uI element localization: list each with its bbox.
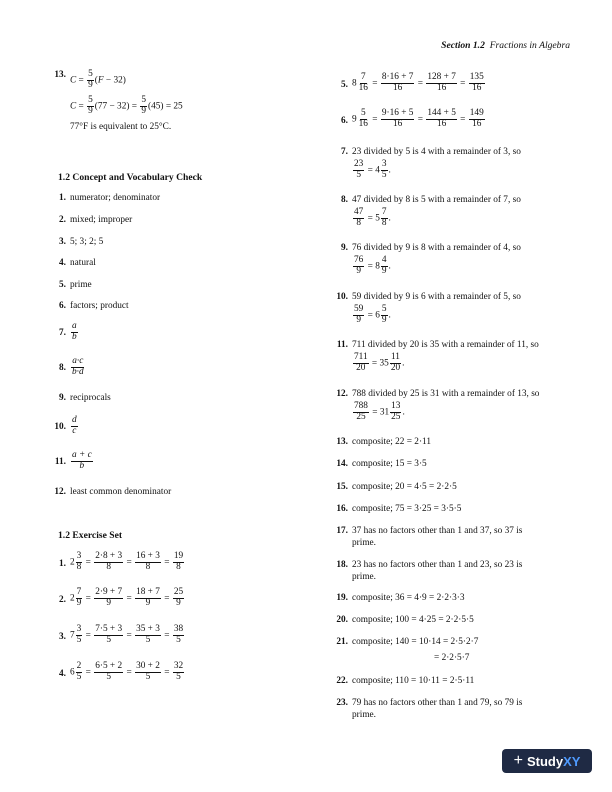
item-number: 18. [336, 560, 348, 570]
item-text: least common denominator [70, 487, 172, 497]
item-equation: $\frac{23}{5}$ = 4 $\frac{3}{5}$ . [354, 159, 391, 180]
item-text-continued: prime. [352, 538, 377, 548]
item-equation: $\frac{59}{9}$ = 6 $\frac{5}{9}$ . [354, 304, 391, 325]
item-equation: 8 $\frac{7}{16}$ = $\frac{8\cdot 16 + 7}{16}$ = $\frac{128 + 7}{16}$ = $\frac{135}{16}$ [352, 72, 484, 93]
item-number: 9. [59, 393, 66, 403]
item-text: 23 divided by 5 is 4 with a remainder of 3, so [352, 147, 521, 157]
item-text: 5; 3; 2; 5 [70, 237, 104, 247]
item-equation: 7 $\frac{3}{5}$ = $\frac{7\cdot 5 + 3}{5}$ = $\frac{35 + 3}{5}$ = $\frac{38}{5}$ [70, 624, 184, 645]
item-text: composite; 75 = 3·25 = 3·5·5 [352, 504, 462, 514]
item-number: 5. [59, 280, 66, 290]
exercise-set-heading: 1.2 Exercise Set [58, 530, 123, 541]
item-text-continued: prime. [352, 710, 377, 720]
item-number: 5. [341, 80, 348, 90]
item-number: 19. [336, 593, 348, 603]
logo-text: Study [526, 753, 564, 769]
item-number: 2. [59, 215, 66, 225]
item-equation: $\frac{76}{9}$ = 8 $\frac{4}{9}$ . [354, 255, 391, 276]
right-column [326, 0, 596, 792]
item-text: 59 divided by 9 is 6 with a remainder of 5, so [352, 292, 521, 302]
item-number: 10. [336, 292, 348, 302]
item-text: prime [70, 280, 92, 290]
item-text: natural [70, 258, 96, 268]
item-number: 1. [59, 559, 66, 569]
item-number: 14. [336, 459, 348, 469]
item-number: 11. [336, 340, 348, 350]
item-text: 47 divided by 8 is 5 with a remainder of 7, so [352, 195, 521, 205]
item-fraction: $\frac{a\cdot c}{b\cdot d}$ [72, 356, 84, 377]
item-number: 4. [59, 669, 66, 679]
item-text: composite; 36 = 4·9 = 2·2·3·3 [352, 593, 465, 603]
item-text: 23 has no factors other than 1 and 23, so 23 is [352, 560, 523, 570]
item-number: 9. [341, 243, 348, 253]
item-number: 7. [341, 147, 348, 157]
item-text: 76 divided by 9 is 8 with a remainder of 4, so [352, 243, 521, 253]
item-number: 16. [336, 504, 348, 514]
item-number: 8. [59, 363, 66, 373]
item-number: 12. [54, 487, 66, 497]
item-text: reciprocals [70, 393, 111, 403]
item-number: 8. [341, 195, 348, 205]
item-text-continued: = 2·2·5·7 [434, 653, 470, 663]
item-text: composite; 20 = 4·5 = 2·2·5 [352, 482, 457, 492]
item-number: 22. [336, 676, 348, 686]
section-label: Section 1.2 [441, 40, 485, 51]
item-number: 15. [336, 482, 348, 492]
item-number: 7. [59, 328, 66, 338]
item-number: 4. [59, 258, 66, 268]
studyxy-logo[interactable] [502, 749, 592, 773]
item-text: composite; 22 = 2·11 [352, 437, 432, 447]
item-fraction: $\frac{a}{b}$ [72, 321, 77, 342]
item-text: factors; product [70, 301, 129, 311]
item-number: 12. [336, 389, 348, 399]
logo-text-accent: XY [563, 753, 581, 769]
problem-number: 13. [54, 70, 66, 80]
item-equation: $\frac{47}{8}$ = 5 $\frac{7}{8}$ . [354, 207, 391, 228]
concept-vocab-heading: 1.2 Concept and Vocabulary Check [58, 172, 203, 183]
item-fraction: $\frac{a + c}{b}$ [72, 450, 92, 471]
item-number: 6. [341, 116, 348, 126]
item-fraction: $\frac{d}{c}$ [72, 415, 77, 436]
item-equation: 2 $\frac{3}{8}$ = $\frac{2\cdot 8 + 3}{8}$ = $\frac{16 + 3}{8}$ = $\frac{19}{8}$ [70, 551, 184, 572]
item-text: composite; 100 = 4·25 = 2·2·5·5 [352, 615, 474, 625]
item-number: 10. [54, 422, 66, 432]
item-text: mixed; improper [70, 215, 133, 225]
item-text: 711 divided by 20 is 35 with a remainder of 11, so [352, 340, 539, 350]
item-equation: 9 $\frac{5}{16}$ = $\frac{9\cdot 16 + 5}{16}$ = $\frac{144 + 5}{16}$ = $\frac{149}{16}$ [352, 108, 484, 129]
item-number: 23. [336, 698, 348, 708]
plus-icon: + [513, 752, 523, 769]
item-number: 1. [59, 193, 66, 203]
item-number: 20. [336, 615, 348, 625]
item-text: composite; 140 = 10·14 = 2·5·2·7 [352, 637, 479, 647]
item-equation: 2 $\frac{7}{9}$ = $\frac{2\cdot 9 + 7}{9}$ = $\frac{18 + 7}{9}$ = $\frac{25}{9}$ [70, 587, 184, 608]
problem-13-conclusion: 77°F is equivalent to 25°C. [70, 122, 172, 132]
item-text: composite; 15 = 3·5 [352, 459, 427, 469]
item-equation: $\frac{788}{25}$ = 31 $\frac{13}{25}$ . [354, 401, 405, 422]
item-number: 3. [59, 632, 66, 642]
item-text: 788 divided by 25 is 31 with a remainder of 13, so [352, 389, 540, 399]
problem-13-body: C = $\frac{5}{9}$ (F − 32) C = $\frac{5}{9}$ (77 − 32) = $\frac{5}{9}$ (45) = 25 77°F is equivalent to 25°C. [70, 69, 183, 132]
item-number: 2. [59, 595, 66, 605]
item-text: 79 has no factors other than 1 and 79, so 79 is [352, 698, 523, 708]
item-text: composite; 110 = 10·11 = 2·5·11 [352, 676, 475, 686]
left-column [44, 0, 314, 792]
item-number: 11. [54, 457, 66, 467]
item-number: 3. [59, 237, 66, 247]
item-number: 21. [336, 637, 348, 647]
item-text: numerator; denominator [70, 193, 161, 203]
item-text: 37 has no factors other than 1 and 37, so 37 is [352, 526, 523, 536]
item-text-continued: prime. [352, 572, 377, 582]
item-number: 13. [336, 437, 348, 447]
section-title: Fractions in Algebra [489, 40, 570, 51]
item-equation: 6 $\frac{2}{5}$ = $\frac{6\cdot 5 + 2}{5}$ = $\frac{30 + 2}{5}$ = $\frac{32}{5}$ [70, 661, 184, 682]
item-number: 6. [59, 301, 66, 311]
item-number: 17. [336, 526, 348, 536]
item-equation: $\frac{711}{20}$ = 35 $\frac{11}{20}$ . [354, 352, 405, 373]
